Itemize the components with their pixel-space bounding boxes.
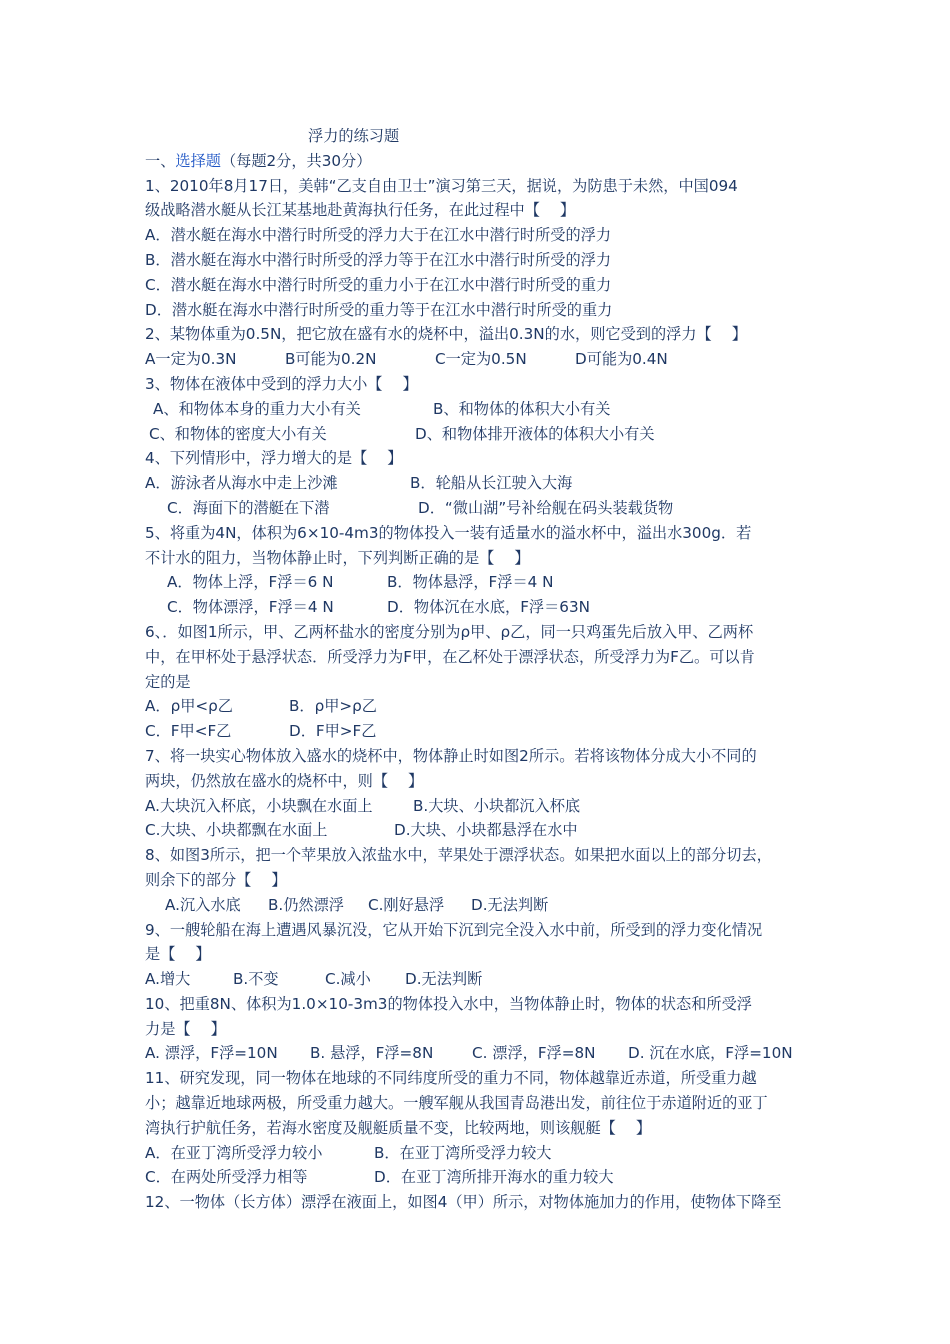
section-heading: 一、选择题（每题2分，共30分） xyxy=(145,151,372,170)
option: A．游泳者从海水中走上沙滩 xyxy=(145,474,338,493)
question-stem: 11、研究发现，同一物体在地球的不同纬度所受的重力不同，物体越靠近赤道，所受重力越 xyxy=(145,1069,757,1088)
option: A．物体上浮，F浮＝6 N xyxy=(167,573,334,592)
option: C. 漂浮，F浮=8N xyxy=(472,1044,596,1063)
option: C.刚好悬浮 xyxy=(368,895,445,914)
question-12 xyxy=(145,1190,817,1215)
option: A.沉入水底 xyxy=(165,895,241,914)
option: B.不变 xyxy=(233,970,279,989)
question-stem: 不计水的阻力，当物体静止时，下列判断正确的是【 】 xyxy=(145,548,530,567)
option: D．潜水艇在海水中潜行时所受的重力等于在江水中潜行时所受的重力 xyxy=(145,300,613,319)
question-stem: 12、一物体（长方体）漂浮在液面上，如图4（甲）所示，对物体施加力的作用，使物体下降至 xyxy=(145,1193,782,1212)
option: A一定为0.3N xyxy=(145,350,237,369)
option: D.无法判断 xyxy=(471,895,549,914)
question-stem: 小；越靠近地球两极，所受重力越大。一艘军舰从我国青岛港出发，前往位于赤道附近的亚丁 xyxy=(145,1094,768,1113)
option-row xyxy=(145,1141,817,1166)
question-1 xyxy=(145,174,817,323)
option: D.大块、小块都悬浮在水中 xyxy=(394,821,578,840)
question-stem: 9、一艘轮船在海上遭遇风暴沉没，它从开始下沉到完全没入水中前，所受到的浮力变化情况 xyxy=(145,920,763,939)
option: A．潜水艇在海水中潜行时所受的浮力大于在江水中潜行时所受的浮力 xyxy=(145,226,612,245)
option: D．“微山湖”号补给舰在码头装载货物 xyxy=(418,498,674,517)
option: C．物体漂浮，F浮＝4 N xyxy=(167,598,334,617)
question-2 xyxy=(145,322,817,372)
option: C．潜水艇在海水中潜行时所受的重力小于在江水中潜行时所受的重力 xyxy=(145,275,612,294)
option: C一定为0.5N xyxy=(435,350,527,369)
option: C.减小 xyxy=(325,970,371,989)
option-row xyxy=(145,818,817,843)
option: B．ρ甲>ρ乙 xyxy=(289,697,377,716)
question-4 xyxy=(145,446,817,520)
option: B. 悬浮，F浮=8N xyxy=(310,1044,434,1063)
option: B.仍然漂浮 xyxy=(268,895,344,914)
option: C.大块、小块都飘在水面上 xyxy=(145,821,328,840)
option: C、和物体的密度大小有关 xyxy=(149,424,327,443)
option: C．在两处所受浮力相等 xyxy=(145,1168,308,1187)
option: A. 漂浮，F浮=10N xyxy=(145,1044,278,1063)
question-stem: 4、下列情形中，浮力增大的是【 】 xyxy=(145,449,403,468)
option-row xyxy=(145,1041,817,1066)
question-stem: 3、物体在液体中受到的浮力大小【 】 xyxy=(145,374,418,393)
option: D．物体沉在水底，F浮＝63N xyxy=(387,598,590,617)
question-stem: 7、将一块实心物体放入盛水的烧杯中，物体静止时如图2所示。若将该物体分成大小不同的 xyxy=(145,746,757,765)
option: A．在亚丁湾所受浮力较小 xyxy=(145,1143,323,1162)
question-6 xyxy=(145,620,817,744)
option-row xyxy=(145,719,817,744)
question-stem: 5、将重为4N，体积为6×10-4m3的物体投入一装有适量水的溢水杯中，溢出水300g．若 xyxy=(145,523,752,542)
question-stem: 力是【 】 xyxy=(145,1019,226,1038)
option: B可能为0.2N xyxy=(285,350,377,369)
option: B．物体悬浮，F浮＝4 N xyxy=(387,573,554,592)
option-row xyxy=(145,1165,817,1190)
section-link[interactable]: 选择题 xyxy=(175,151,221,170)
option-row xyxy=(145,694,817,719)
question-stem: 湾执行护航任务，若海水密度及舰艇质量不变，比较两地，则该舰艇【 】 xyxy=(145,1118,652,1137)
option: B．在亚丁湾所受浮力较大 xyxy=(374,1143,552,1162)
option: A．ρ甲<ρ乙 xyxy=(145,697,233,716)
question-9 xyxy=(145,918,817,992)
option-row xyxy=(145,595,817,620)
question-stem: 是【 】 xyxy=(145,945,211,964)
question-stem: 中，在甲杯处于悬浮状态．所受浮力为F甲，在乙杯处于漂浮状态，所受浮力为F乙。可以肯 xyxy=(145,647,755,666)
option: B.大块、小块都沉入杯底 xyxy=(413,796,581,815)
option: A、和物体本身的重力大小有关 xyxy=(153,399,361,418)
option-row xyxy=(145,893,817,918)
question-stem: 10、把重8N、体积为1.0×10-3m3的物体投入水中，当物体静止时，物体的状态和所受浮 xyxy=(145,994,752,1013)
option-row xyxy=(145,967,817,992)
option: C．F甲<F乙 xyxy=(145,722,232,741)
option: B．潜水艇在海水中潜行时所受的浮力等于在江水中潜行时所受的浮力 xyxy=(145,250,612,269)
option: C．海面下的潜艇在下潜 xyxy=(167,498,330,517)
question-10 xyxy=(145,992,817,1066)
question-stem: 定的是 xyxy=(145,672,191,691)
question-7 xyxy=(145,744,817,843)
page-title: 浮力的练习题 xyxy=(308,127,400,145)
question-stem: 级战略潜水艇从长江某基地赴黄海执行任务，在此过程中【 】 xyxy=(145,201,576,220)
question-11 xyxy=(145,1066,817,1190)
option-row xyxy=(145,794,817,819)
option: A.大块沉入杯底，小块飘在水面上 xyxy=(145,796,373,815)
option: D、和物体排开液体的体积大小有关 xyxy=(415,424,655,443)
document-body xyxy=(145,124,817,1215)
question-5 xyxy=(145,521,817,620)
option: B、和物体的体积大小有关 xyxy=(433,399,611,418)
option-row xyxy=(145,347,817,372)
option: A.增大 xyxy=(145,970,191,989)
option: D.无法判断 xyxy=(405,970,483,989)
question-stem: 1、2010年8月17日，美韩“乙支自由卫士”演习第三天，据说，为防患于未然，中国094 xyxy=(145,176,738,195)
option-row xyxy=(145,422,817,447)
question-3 xyxy=(145,372,817,446)
option: D可能为0.4N xyxy=(575,350,668,369)
option: B．轮船从长江驶入大海 xyxy=(410,474,573,493)
option-row xyxy=(145,570,817,595)
option: D. 沉在水底，F浮=10N xyxy=(628,1044,793,1063)
question-8 xyxy=(145,843,817,917)
question-stem: 6、．如图1所示，甲、乙两杯盐水的密度分别为ρ甲、ρ乙，同一只鸡蛋先后放入甲、乙两杯 xyxy=(145,622,754,641)
question-stem: 8、如图3所示，把一个苹果放入浓盐水中，苹果处于漂浮状态。如果把水面以上的部分切去， xyxy=(145,846,772,865)
question-stem: 则余下的部分【 】 xyxy=(145,870,287,889)
option: D．F甲>F乙 xyxy=(289,722,377,741)
question-stem: 两块，仍然放在盛水的烧杯中，则【 】 xyxy=(145,771,424,790)
option-row xyxy=(145,471,817,496)
option-row xyxy=(145,496,817,521)
option-row xyxy=(145,397,817,422)
option: D．在亚丁湾所排开海水的重力较大 xyxy=(374,1168,614,1187)
question-stem: 2、某物体重为0.5N，把它放在盛有水的烧杯中，溢出0.3N的水，则它受到的浮力【 】 xyxy=(145,325,747,344)
